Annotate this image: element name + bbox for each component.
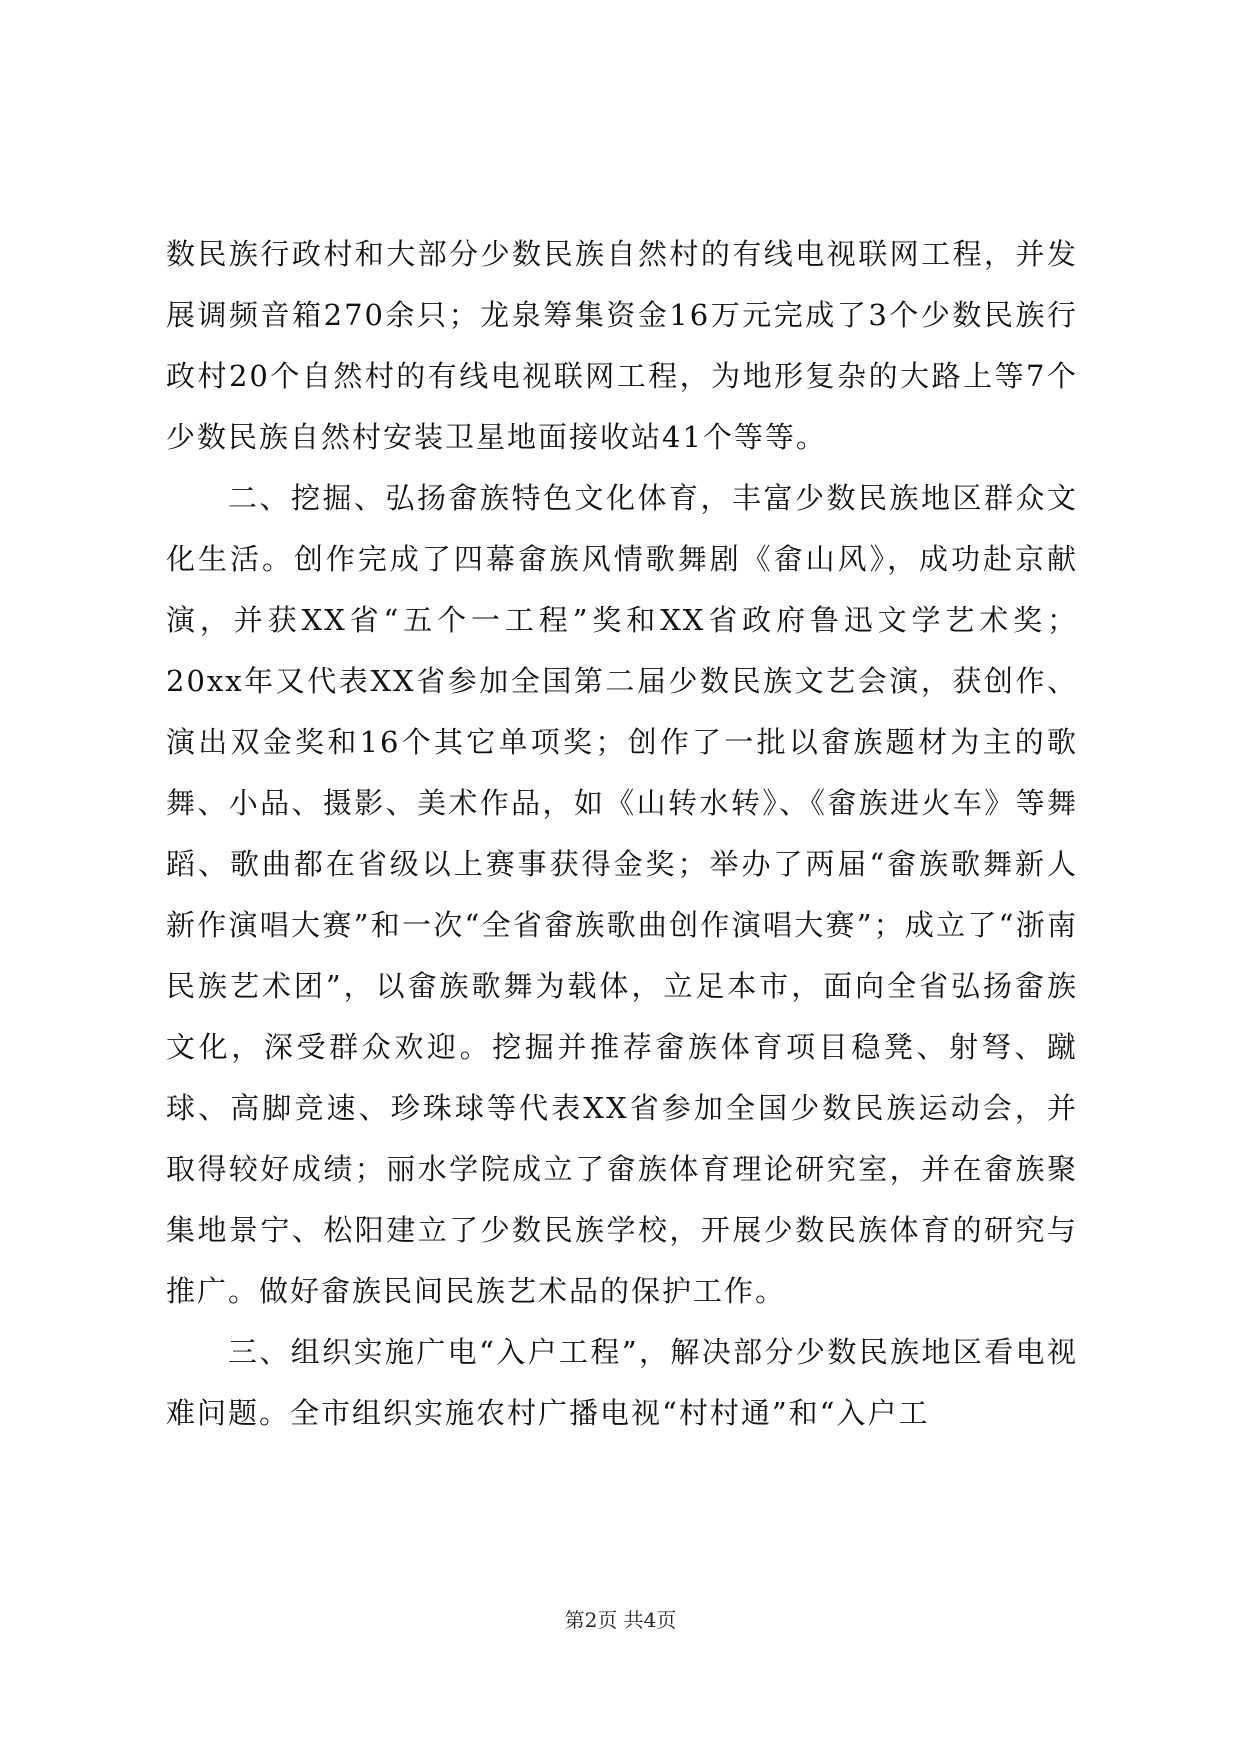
paragraph-culture-sports: 二、挖掘、弘扬畲族特色文化体育，丰富少数民族地区群众文化生活。创作完成了四幕畲族风情歌舞剧《畲山风》，成功赴京献演，并获XX省“五个一工程”奖和XX省政府鲁迅文学艺术奖；20xx年又代表XX省参加全国第二届少数民族文艺会演，获创作、演出双金奖和16个其它单项奖；创作了一批以畲族题材为主的歌舞、小品、摄影、美术作品，如《山转水转》、《畲族进火车》等舞蹈、歌曲都在省级以上赛事获得金奖；举办了两届“畲族歌舞新人新作演唱大赛”和一次“全省畲族歌曲创作演唱大赛”；成立了“浙南民族艺术团”，以畲族歌舞为载体，立足本市，面向全省弘扬畲族文化，深受群众欢迎。挖掘并推荐畲族体育项目稳凳、射弩、蹴球、高脚竞速、珍珠球等代表XX省参加全国少数民族运动会，并取得较好成绩；丽水学院成立了畲族体育理论研究室，并在畲族聚集地景宁、松阳建立了少数民族学校，开展少数民族体育的研究与推广。做好畲族民间民族艺术品的保护工作。 (166, 481, 1078, 1308)
paragraph-broadcast-project: 三、组织实施广电“入户工程”，解决部分少数民族地区看电视难问题。全市组织实施农村广播电视“村村通”和“入户工 (166, 1335, 1078, 1430)
paragraph-continuation: 数民族行政村和大部分少数民族自然村的有线电视联网工程，并发展调频音箱270余只；龙泉筹集资金16万元完成了3个少数民族行政村20个自然村的有线电视联网工程，为地形复杂的大路上等7个少数民族自然村安装卫星地面接收站41个等等。 (166, 237, 1078, 454)
body-text (166, 224, 1078, 1444)
page-number-footer: 第2页 共4页 (564, 1608, 677, 1632)
